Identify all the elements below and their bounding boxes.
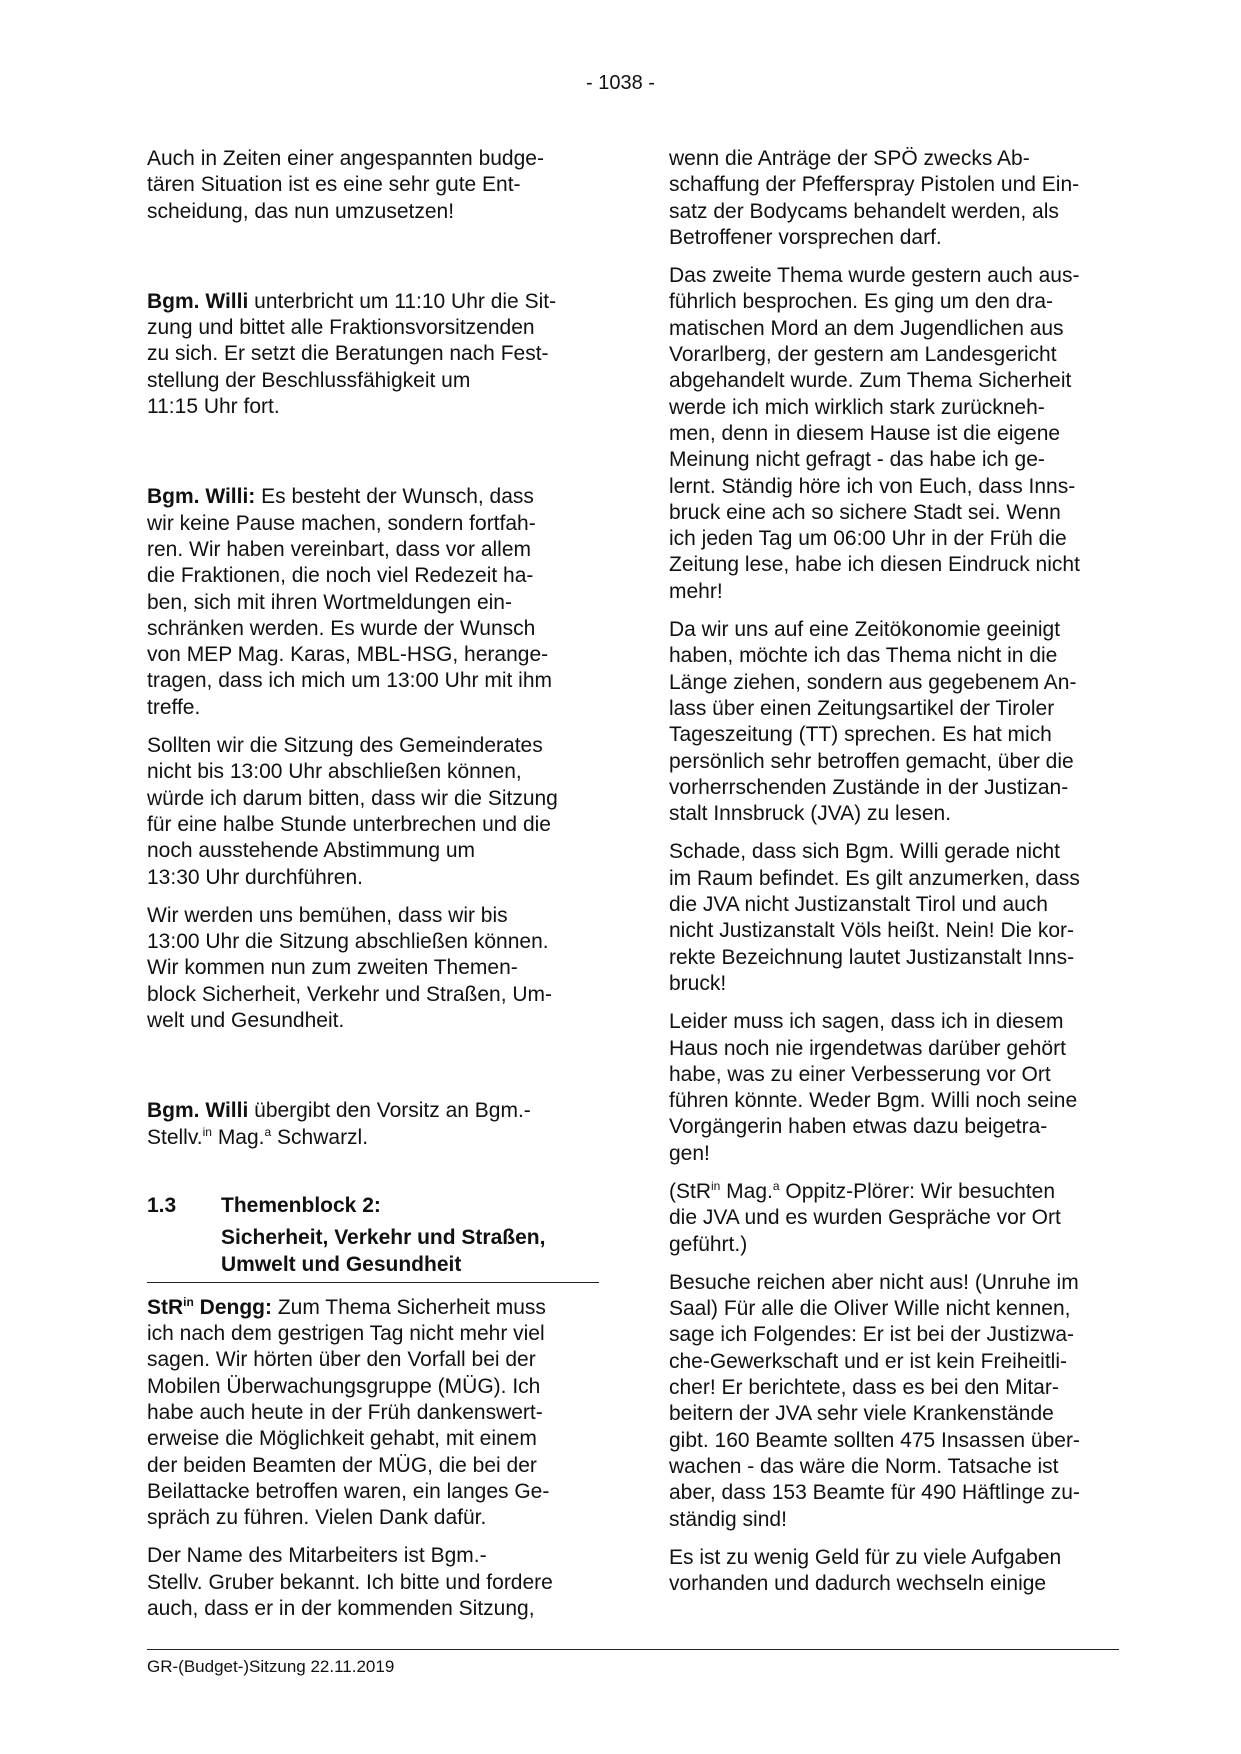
paragraph: Wir werden uns bemühen, dass wir bis 13:00 Uhr die Sitzung abschließen können. Wir kommen nun zum zweiten Themen- block Sicherheit, Verkehr und Straßen, Um- welt und Gesundheit. <box>147 903 553 1033</box>
paragraph: Auch in Zeiten einer angespannten budge- tären Situation ist es eine sehr gute Ent- scheidung, das nun umzusetzen! <box>147 147 544 223</box>
paragraph: wenn die Anträge der SPÖ zwecks Ab- schaffung der Pfefferspray Pistolen und Ein- satz der Bodycams behandelt werden, als Betroffener vorsprechen darf. <box>669 147 1080 249</box>
speaker-name: Bgm. Willi: <box>147 485 256 509</box>
paragraph: Leider muss ich sagen, dass ich in diesem Haus noch nie irgendetwas darüber gehört habe, was zu einer Verbesserung vor Ort führen könnte. Weder Bgm. Willi noch seine Vorgängerin haben etwas dazu beigetra- gen! <box>669 1010 1078 1165</box>
section-subtitle: Sicherheit, Verkehr und Straßen, <box>221 1226 546 1250</box>
section-title: Themenblock 2: <box>221 1193 381 1217</box>
paragraph: (StR$^{in}$ Mag.$^a$ Oppitz-Plörer: Wir besuchten die JVA und es wurden Gespräche vor Ort geführt.) <box>669 1178 1061 1256</box>
paragraph: Es ist zu wenig Geld für zu viele Aufgaben vorhanden und dadurch wechseln einige <box>669 1545 1062 1596</box>
footer-divider <box>147 1649 1119 1650</box>
section-divider <box>147 1282 599 1283</box>
speaker-name: Bgm. Willi <box>147 289 249 313</box>
paragraph: Das zweite Thema wurde gestern auch aus- führlich besprochen. Es ging um den dra- matischen Mord an dem Jugendlichen aus Vorarlberg, der gestern am Landesgericht abgehandelt wurde. Zum Thema Sicherheit werde ich mich wirklich stark zurückneh- men, denn in diesem Hause ist die eigene Meinung nicht gefragt - das habe ich ge- lernt. Ständig höre ich von Euch, dass Inns- bruck eine ach so sichere Stadt sei. Wenn ich jeden Tag um 06:00 Uhr in der Früh die Zeitung lese, habe ich diesen Eindruck nicht mehr! <box>669 264 1080 603</box>
paragraph: StR$^{in}$ Dengg: Zum Thema Sicherheit muss ich nach dem gestrigen Tag nicht mehr viel sagen. Wir hörten über den Vorfall bei der Mobilen Überwachungsgruppe (MÜG). Ich habe auch heute in der Früh dankenswert- erweise die Möglichkeit gehabt, mit einem der beiden Beamten der MÜG, die bei der Beilattacke betroffen waren, ein langes Ge- spräch zu führen. Vielen Dank dafür. <box>147 1294 550 1530</box>
paragraph: Sollten wir die Sitzung des Gemeinderates nicht bis 13:00 Uhr abschließen können, würde ich darum bitten, dass wir die Sitzung für eine halbe Stunde unterbrechen und die noch ausstehende Abstimmung um 13:30 Uhr durchführen. <box>147 734 558 889</box>
page-number: - 1038 - <box>586 72 655 94</box>
left-column <box>147 146 602 1634</box>
paragraph: Bgm. Willi: Es besteht der Wunsch, dass wir keine Pause machen, sondern fortfah- ren. Wir haben vereinbart, dass vor allem die Fraktionen, die noch viel Redezeit ha- ben, sich mit ihren Wortmeldungen ein- schränken werden. Es wurde der Wunsch von MEP Mag. Karas, MBL-HSG, herange- tragen, dass ich mich um 13:00 Uhr mit ihm treffe. <box>147 485 552 719</box>
section-heading <box>147 1193 602 1283</box>
footer-text: GR-(Budget-)Sitzung 22.11.2019 <box>147 1657 395 1676</box>
right-column <box>669 146 1124 1609</box>
paragraph: Besuche reichen aber nicht aus! (Unruhe im Saal) Für alle die Oliver Wille nicht kennen, sage ich Folgendes: Er ist bei der Justizwa- che-Gewerkschaft und er ist kein Freiheitli- cher! Er berichtete, dass es bei den Mitar- beitern der JVA sehr viele Krankenstände gibt. 160 Beamte sollten 475 Insassen über- wachen - das wäre die Norm. Tatsache ist aber, dass 153 Beamte für 490 Häftlinge zu- ständig sind! <box>669 1270 1080 1531</box>
paragraph: Der Name des Mitarbeiters ist Bgm.- Stellv. Gruber bekannt. Ich bitte und fordere auch, dass er in der kommenden Sitzung, <box>147 1544 553 1621</box>
section-number: 1.3 <box>147 1193 177 1217</box>
paragraph: Da wir uns auf eine Zeitökonomie geeinigt haben, möchte ich das Thema nicht in die Länge ziehen, sondern aus gegebenem An- lass über einen Zeitungsartikel der Tiroler Tageszeitung (TT) sprechen. Es hat mich persönlich sehr betroffen gemacht, über die vorherrschenden Zustände in der Justizan- stalt Innsbruck (JVA) zu lesen. <box>669 618 1077 826</box>
speaker-name: StR$^{in}$ Dengg: <box>147 1294 272 1319</box>
speaker-name: Bgm. Willi <box>147 1099 249 1123</box>
paragraph: Schade, dass sich Bgm. Willi gerade nicht im Raum befindet. Es gilt anzumerken, dass die JVA nicht Justizanstalt Tirol und auch nicht Justizanstalt Völs heißt. Nein! Die kor- rekte Bezeichnung lautet Justizanstalt Inns- bruck! <box>669 840 1080 995</box>
paragraph: Bgm. Willi übergibt den Vorsitz an Bgm.- Stellv.$^{in}$ Mag.$^a$ Schwarzl. <box>147 1099 531 1149</box>
paragraph: Bgm. Willi unterbricht um 11:10 Uhr die Sit- zung und bittet alle Fraktionsvorsitzenden zu sich. Er setzt die Beratungen nach Fest- stellung der Beschlussfähigkeit um 11:15 Uhr fort. <box>147 289 557 419</box>
section-subtitle: Umwelt und Gesundheit <box>221 1252 462 1276</box>
